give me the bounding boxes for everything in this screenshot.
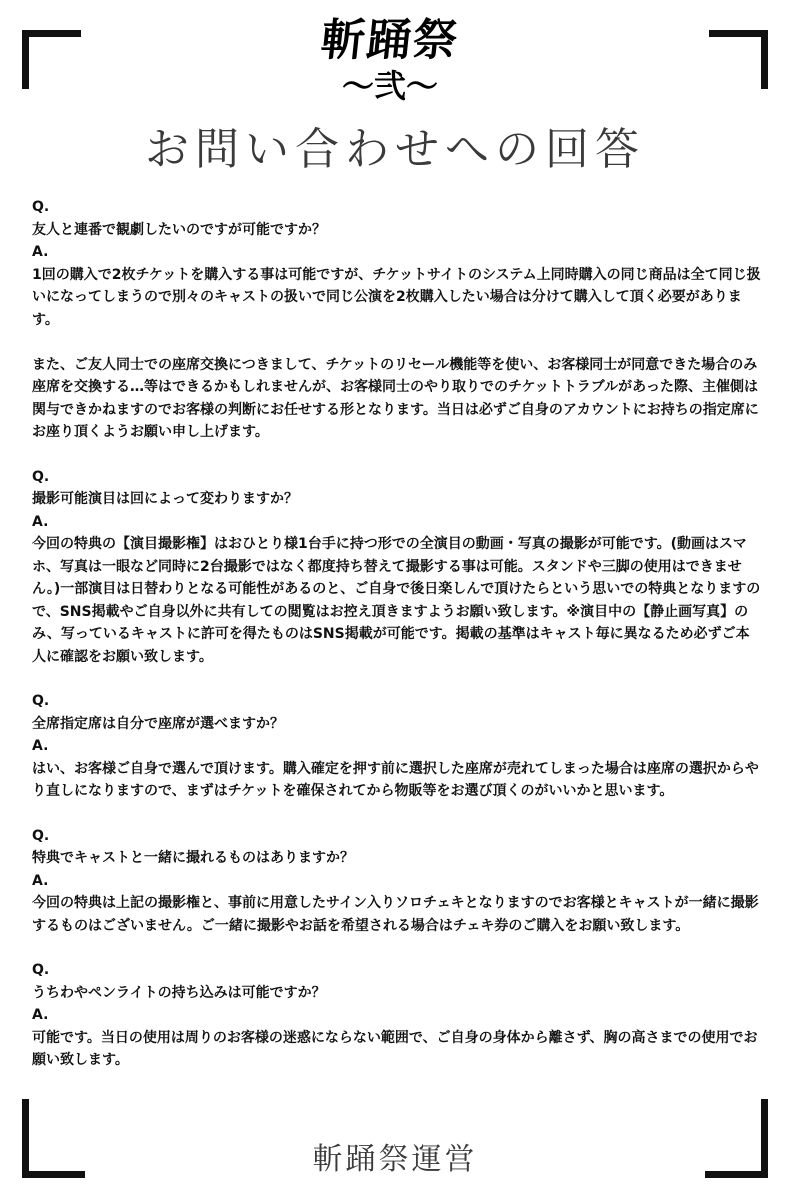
page-title: お問い合わせへの回答	[145, 124, 645, 175]
answer-text	[32, 1027, 762, 1072]
corner-bracket-top-right	[709, 30, 768, 89]
event-logo-main: 斬踊祭	[318, 15, 462, 66]
faq-item	[32, 959, 762, 1072]
question-text: 特典でキャストと一緒に撮れるものはありますか？	[32, 850, 354, 866]
faq-item	[32, 690, 762, 803]
question-label: Q.	[32, 827, 50, 844]
answer-paragraph: 可能です。当日の使用は周りのお客様の迷惑にならない範囲で、ご自身の身体から離さず、胸の高さまでの使用でお願い致します。	[32, 1029, 758, 1068]
organizer-signature: 斬踊祭運営	[312, 1142, 478, 1177]
question-label: Q.	[32, 962, 50, 978]
answer-paragraph: 今回の特典の【演目撮影権】はおひとり様1台手に持つ形での全演目の動画・写真の撮影が可能です。(動画はスマホ、写真は一眼など同時に2台撮影ではなく都度持ち替えて撮影する事は可能。スタンドや三脚の使用はできません。)一部演目は日替わりとなる可能性があるのと、ご自身で後日楽しんで頂けたらという思いでの特典となりますので、SNS掲載やご自身以外に共有しての閲覧はお控え頂きますようお願い致します。※演目中の【静止画写真】のみ、写っているキャストに許可を得たものはSNS掲載が可能です。掲載の基準はキャスト毎に異なるため必ずご本人に確認をお願い致します。	[32, 536, 761, 665]
event-logo-sub: 〜弐〜	[341, 67, 438, 105]
question-text: 全席指定席は自分で座席が選べますか？	[32, 715, 284, 732]
question-text: うちわやペンライトの持ち込みは可能ですか？	[32, 984, 326, 1001]
answer-text	[32, 892, 762, 937]
question-text: 友人と連番で観劇したいのですが可能ですか？	[32, 221, 326, 238]
question-label: Q.	[32, 199, 50, 215]
answer-paragraph: また、ご友人同士での座席交換につきまして、チケットのリセール機能等を使い、お客様同士が同意できた場合のみ座席を交換する…等はできるかもしれませんが、お客様同士のやり取りでのチケットトラブルがあった際、主催側は関与できかねますのでお客様の判断にお任せする形となります。当日は必ずご自身のアカウントにお持ちの指定席にお座り頂くようお願い申し上げます。	[32, 356, 759, 440]
answer-label: A.	[32, 872, 49, 889]
answer-text	[32, 758, 762, 803]
answer-label: A.	[32, 244, 49, 260]
answer-text	[32, 264, 762, 444]
faq-item	[32, 196, 762, 444]
faq-list	[32, 196, 762, 1094]
faq-item	[32, 466, 762, 669]
faq-item	[32, 825, 762, 938]
answer-label: A.	[32, 738, 49, 754]
answer-label: A.	[32, 513, 49, 530]
answer-label: A.	[32, 1007, 49, 1023]
corner-bracket-top-left	[22, 30, 81, 89]
question-label: Q.	[32, 693, 50, 709]
question-text: 撮影可能演目は回によって変わりますか？	[32, 491, 298, 507]
answer-paragraph: 今回の特典は上記の撮影権と、事前に用意したサイン入りソロチェキとなりますのでお客様とキャストが一緒に撮影するものはございません。ご一緒に撮影やお話を希望される場合はチェキ券のご購入をお願い致します。	[32, 895, 759, 934]
answer-paragraph: 1回の購入で2枚チケットを購入する事は可能ですが、チケットサイトのシステム上同時購入の同じ商品は全て同じ扱いになってしまうので別々のキャストの扱いで同じ公演を2枚購入したい場合は分けて購入して頂く必要があります。	[32, 266, 761, 328]
question-label: Q.	[32, 468, 50, 485]
answer-paragraph: はい、お客様ご自身で選んで頂けます。購入確定を押す前に選択した座席が売れてしまった場合は座席の選択からやり直しになりますので、まずはチケットを確保されてから物販等をお選び頂くのがいいかと思います。	[32, 760, 759, 799]
answer-text	[32, 533, 762, 668]
event-logo	[305, 14, 475, 124]
